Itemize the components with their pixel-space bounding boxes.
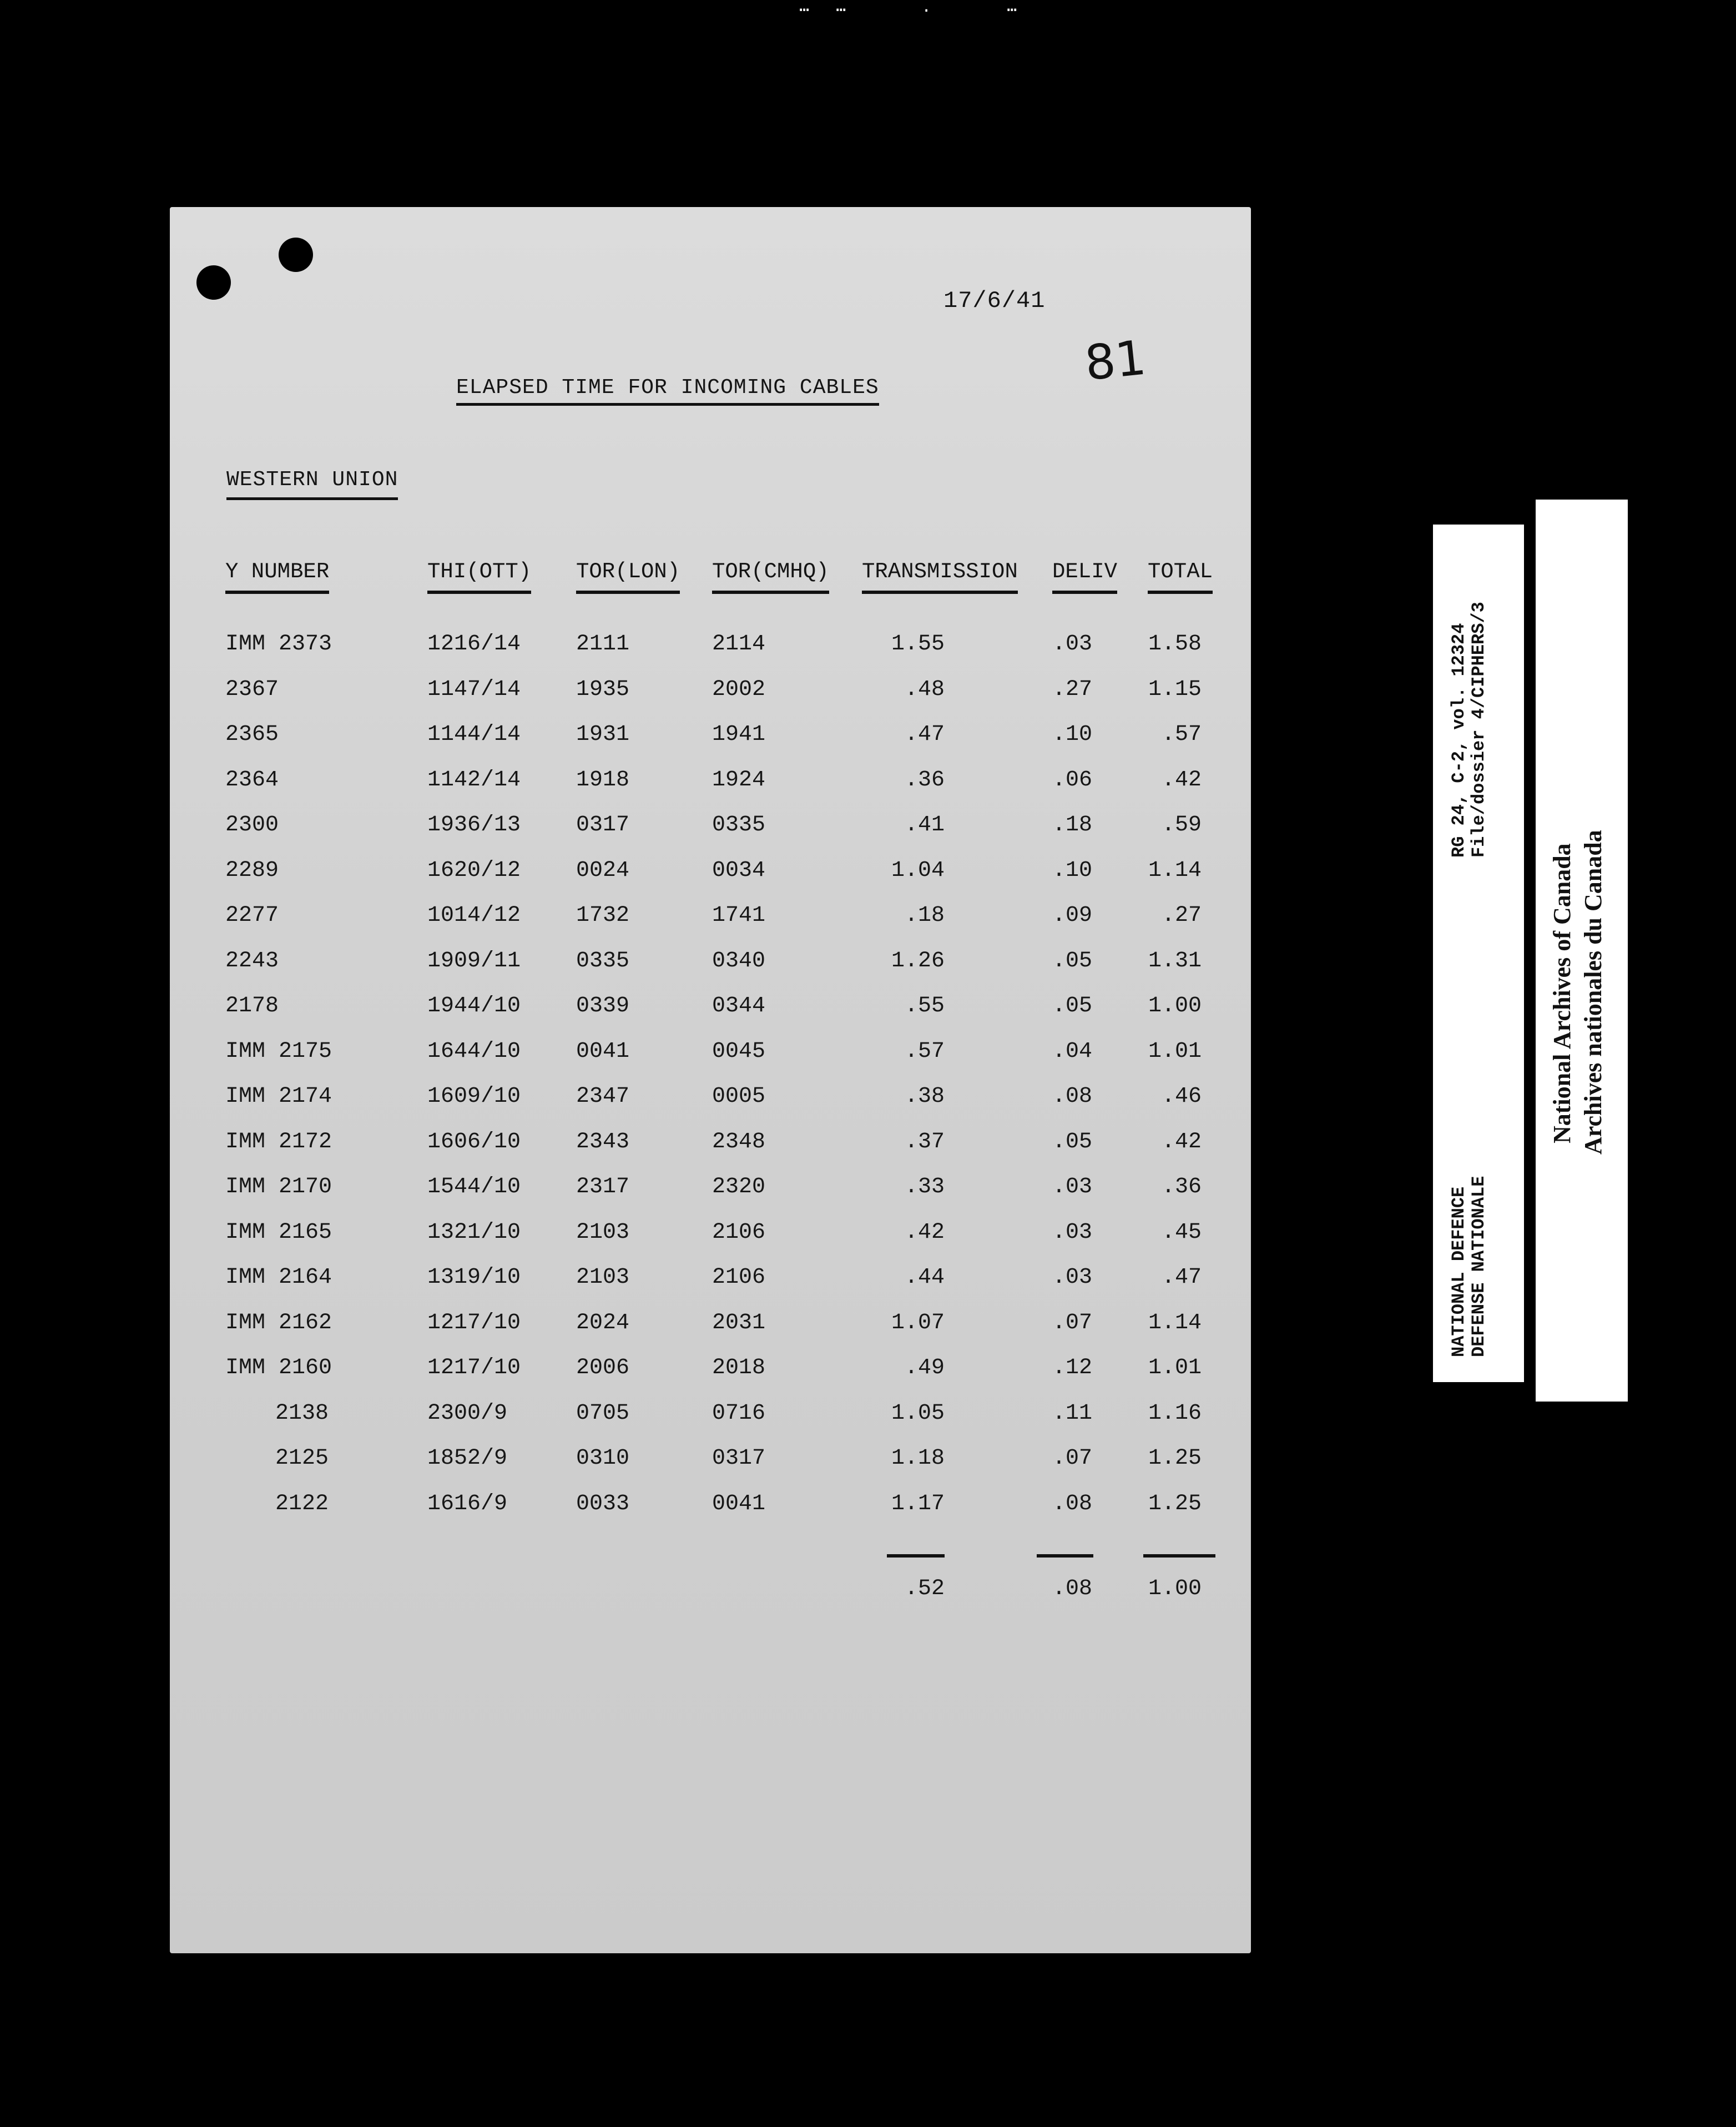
- cell-tor-lon: 0317: [576, 813, 630, 838]
- cell-tor-cmhq: 1924: [712, 768, 766, 793]
- cell-tor-cmhq: 2106: [712, 1220, 766, 1245]
- cell-total: .27: [1161, 903, 1202, 928]
- stamp-reference-line1: RG 24, C-2, vol. 12324: [1449, 623, 1469, 858]
- cell-tor-lon: 2024: [576, 1311, 630, 1335]
- cell-deliv: .08: [1052, 1084, 1092, 1109]
- column-header-total: TOTAL: [1148, 560, 1213, 594]
- cell-transmission: .55: [904, 994, 945, 1019]
- cell-deliv: .05: [1052, 949, 1092, 974]
- cell-total: .36: [1161, 1175, 1202, 1199]
- cell-total: 1.14: [1148, 1311, 1202, 1335]
- cell-transmission: .49: [904, 1355, 945, 1380]
- cell-deliv: .12: [1052, 1355, 1092, 1380]
- cell-thi: 1909/11: [427, 949, 521, 974]
- cell-tor-cmhq: 2002: [712, 677, 766, 702]
- cell-total: 1.16: [1148, 1401, 1202, 1426]
- cell-y-number: IMM 2175: [225, 1039, 332, 1064]
- cell-deliv: .03: [1052, 632, 1092, 657]
- cell-total: 1.01: [1148, 1039, 1202, 1064]
- sum-rule-transmission: [887, 1554, 945, 1558]
- cell-transmission: .48: [904, 677, 945, 702]
- cell-tor-lon: 0033: [576, 1491, 630, 1516]
- cell-thi: 2300/9: [427, 1401, 508, 1426]
- cell-thi: 1147/14: [427, 677, 521, 702]
- cell-transmission: .42: [904, 1220, 945, 1245]
- column-header-tor-cmhq: TOR(CMHQ): [712, 560, 829, 594]
- cell-y-number: 2300: [225, 813, 279, 838]
- cell-thi: 1644/10: [427, 1039, 521, 1064]
- cell-total: 1.25: [1148, 1446, 1202, 1471]
- cell-thi: 1217/10: [427, 1311, 521, 1335]
- cell-deliv: .06: [1052, 768, 1092, 793]
- column-header-thi: THI(OTT): [427, 560, 531, 594]
- cell-y-number: 2138: [275, 1401, 329, 1426]
- sum-rule-total: [1143, 1554, 1215, 1558]
- cell-deliv: .04: [1052, 1039, 1092, 1064]
- cell-deliv: .09: [1052, 903, 1092, 928]
- cell-y-number: 2122: [275, 1491, 329, 1516]
- cell-y-number: 2365: [225, 722, 279, 747]
- cell-deliv: .03: [1052, 1220, 1092, 1245]
- cell-thi: 1936/13: [427, 813, 521, 838]
- cell-transmission: .18: [904, 903, 945, 928]
- cell-transmission: .41: [904, 813, 945, 838]
- cell-tor-cmhq: 1741: [712, 903, 766, 928]
- cell-thi: 1319/10: [427, 1265, 521, 1290]
- cell-tor-cmhq: 2348: [712, 1130, 766, 1155]
- cell-tor-cmhq: 2018: [712, 1355, 766, 1380]
- cell-total: .45: [1161, 1220, 1202, 1245]
- cell-y-number: IMM 2174: [225, 1084, 332, 1109]
- cell-y-number: 2367: [225, 677, 279, 702]
- cell-tor-lon: 0310: [576, 1446, 630, 1471]
- cell-thi: 1216/14: [427, 632, 521, 657]
- cell-transmission: 1.18: [891, 1446, 945, 1471]
- cell-thi: 1014/12: [427, 903, 521, 928]
- cell-tor-cmhq: 0344: [712, 994, 766, 1019]
- cell-total: 1.14: [1148, 858, 1202, 883]
- cell-deliv: .05: [1052, 994, 1092, 1019]
- cell-deliv: .05: [1052, 1130, 1092, 1155]
- cell-tor-cmhq: 0716: [712, 1401, 766, 1426]
- cell-tor-lon: 1732: [576, 903, 630, 928]
- stamp-archives-french: Archives nationales du Canada: [1579, 830, 1607, 1155]
- cell-total: .46: [1161, 1084, 1202, 1109]
- cell-y-number: IMM 2373: [225, 632, 332, 657]
- cell-tor-cmhq: 0005: [712, 1084, 766, 1109]
- cell-deliv: .10: [1052, 722, 1092, 747]
- cell-deliv: .03: [1052, 1175, 1092, 1199]
- cell-transmission: .36: [904, 768, 945, 793]
- cell-thi: 1321/10: [427, 1220, 521, 1245]
- average-transmission: .52: [904, 1576, 945, 1601]
- cell-total: 1.31: [1148, 949, 1202, 974]
- cell-deliv: .27: [1052, 677, 1092, 702]
- cell-tor-lon: 0335: [576, 949, 630, 974]
- cell-transmission: 1.04: [891, 858, 945, 883]
- column-header-deliv: DELIV: [1052, 560, 1117, 594]
- cell-transmission: 1.05: [891, 1401, 945, 1426]
- cell-total: 1.58: [1148, 632, 1202, 657]
- cell-y-number: IMM 2165: [225, 1220, 332, 1245]
- cell-tor-cmhq: 0335: [712, 813, 766, 838]
- cell-tor-cmhq: 2106: [712, 1265, 766, 1290]
- punch-hole: [196, 265, 231, 300]
- cell-transmission: 1.07: [891, 1311, 945, 1335]
- document-subtitle: WESTERN UNION: [226, 468, 398, 500]
- cell-transmission: .37: [904, 1130, 945, 1155]
- average-total: 1.00: [1148, 1576, 1202, 1601]
- cell-y-number: 2178: [225, 994, 279, 1019]
- handwritten-page-number: 81: [1082, 330, 1149, 392]
- cell-transmission: 1.55: [891, 632, 945, 657]
- cell-tor-cmhq: 0034: [712, 858, 766, 883]
- stamp-reference-line3: NATIONAL DEFENCE: [1449, 1186, 1469, 1357]
- cell-tor-lon: 0339: [576, 994, 630, 1019]
- cell-tor-cmhq: 0340: [712, 949, 766, 974]
- punch-hole: [279, 238, 313, 272]
- cell-thi: 1616/9: [427, 1491, 508, 1516]
- reference-stamp: [1433, 525, 1524, 1382]
- cell-tor-lon: 2111: [576, 632, 630, 657]
- cell-total: 1.00: [1148, 994, 1202, 1019]
- cell-tor-lon: 0041: [576, 1039, 630, 1064]
- cell-deliv: .07: [1052, 1311, 1092, 1335]
- cell-y-number: IMM 2170: [225, 1175, 332, 1199]
- cell-y-number: 2277: [225, 903, 279, 928]
- cell-transmission: .33: [904, 1175, 945, 1199]
- cell-tor-lon: 2103: [576, 1265, 630, 1290]
- cell-y-number: IMM 2162: [225, 1311, 332, 1335]
- column-header-tor-lon: TOR(LON): [576, 560, 680, 594]
- cell-deliv: .11: [1052, 1401, 1092, 1426]
- cell-tor-lon: 1935: [576, 677, 630, 702]
- document-date: 17/6/41: [943, 288, 1046, 314]
- cell-tor-cmhq: 0045: [712, 1039, 766, 1064]
- cell-deliv: .08: [1052, 1491, 1092, 1516]
- cell-tor-cmhq: 0041: [712, 1491, 766, 1516]
- cell-total: .47: [1161, 1265, 1202, 1290]
- cell-tor-cmhq: 2320: [712, 1175, 766, 1199]
- cell-total: .59: [1161, 813, 1202, 838]
- cell-thi: 1620/12: [427, 858, 521, 883]
- cell-transmission: 1.26: [891, 949, 945, 974]
- cell-total: .42: [1161, 1130, 1202, 1155]
- column-header-y-number: Y NUMBER: [225, 560, 329, 594]
- cell-total: 1.15: [1148, 677, 1202, 702]
- cell-transmission: .44: [904, 1265, 945, 1290]
- cell-total: .57: [1161, 722, 1202, 747]
- cell-tor-cmhq: 2114: [712, 632, 766, 657]
- cell-thi: 1944/10: [427, 994, 521, 1019]
- cell-total: 1.25: [1148, 1491, 1202, 1516]
- cell-tor-lon: 2103: [576, 1220, 630, 1245]
- cell-tor-lon: 2317: [576, 1175, 630, 1199]
- average-deliv: .08: [1052, 1576, 1092, 1601]
- cell-thi: 1852/9: [427, 1446, 508, 1471]
- cell-y-number: IMM 2172: [225, 1130, 332, 1155]
- cell-total: .42: [1161, 768, 1202, 793]
- column-header-transmission: TRANSMISSION: [862, 560, 1018, 594]
- stamp-archives-english: National Archives of Canada: [1548, 843, 1576, 1143]
- cell-y-number: 2289: [225, 858, 279, 883]
- sum-rule-deliv: [1037, 1554, 1093, 1558]
- cell-thi: 1217/10: [427, 1355, 521, 1380]
- cell-tor-cmhq: 2031: [712, 1311, 766, 1335]
- cell-y-number: IMM 2160: [225, 1355, 332, 1380]
- cell-transmission: .38: [904, 1084, 945, 1109]
- cell-tor-lon: 1918: [576, 768, 630, 793]
- cell-deliv: .07: [1052, 1446, 1092, 1471]
- cell-transmission: .47: [904, 722, 945, 747]
- cell-tor-lon: 2343: [576, 1130, 630, 1155]
- cell-y-number: IMM 2164: [225, 1265, 332, 1290]
- cell-tor-lon: 1931: [576, 722, 630, 747]
- cell-thi: 1142/14: [427, 768, 521, 793]
- cell-thi: 1609/10: [427, 1084, 521, 1109]
- cell-deliv: .03: [1052, 1265, 1092, 1290]
- cell-deliv: .18: [1052, 813, 1092, 838]
- document-title: ELAPSED TIME FOR INCOMING CABLES: [456, 376, 879, 406]
- cell-y-number: 2364: [225, 768, 279, 793]
- cell-tor-cmhq: 0317: [712, 1446, 766, 1471]
- cell-thi: 1606/10: [427, 1130, 521, 1155]
- cell-thi: 1144/14: [427, 722, 521, 747]
- archives-stamp: [1536, 500, 1628, 1402]
- stamp-reference-line2: File/dossier 4/CIPHERS/3: [1468, 602, 1489, 858]
- cell-tor-lon: 0705: [576, 1401, 630, 1426]
- cell-tor-cmhq: 1941: [712, 722, 766, 747]
- cell-transmission: .57: [904, 1039, 945, 1064]
- cell-y-number: 2243: [225, 949, 279, 974]
- cell-total: 1.01: [1148, 1355, 1202, 1380]
- stamp-reference-line4: DEFENSE NATIONALE: [1468, 1176, 1489, 1357]
- cell-tor-lon: 2006: [576, 1355, 630, 1380]
- cell-transmission: 1.17: [891, 1491, 945, 1516]
- cell-tor-lon: 2347: [576, 1084, 630, 1109]
- cell-tor-lon: 0024: [576, 858, 630, 883]
- cell-deliv: .10: [1052, 858, 1092, 883]
- cell-thi: 1544/10: [427, 1175, 521, 1199]
- cell-y-number: 2125: [275, 1446, 329, 1471]
- film-edge-marks: ⋯ ⋯ · ⋯: [799, 2, 1020, 21]
